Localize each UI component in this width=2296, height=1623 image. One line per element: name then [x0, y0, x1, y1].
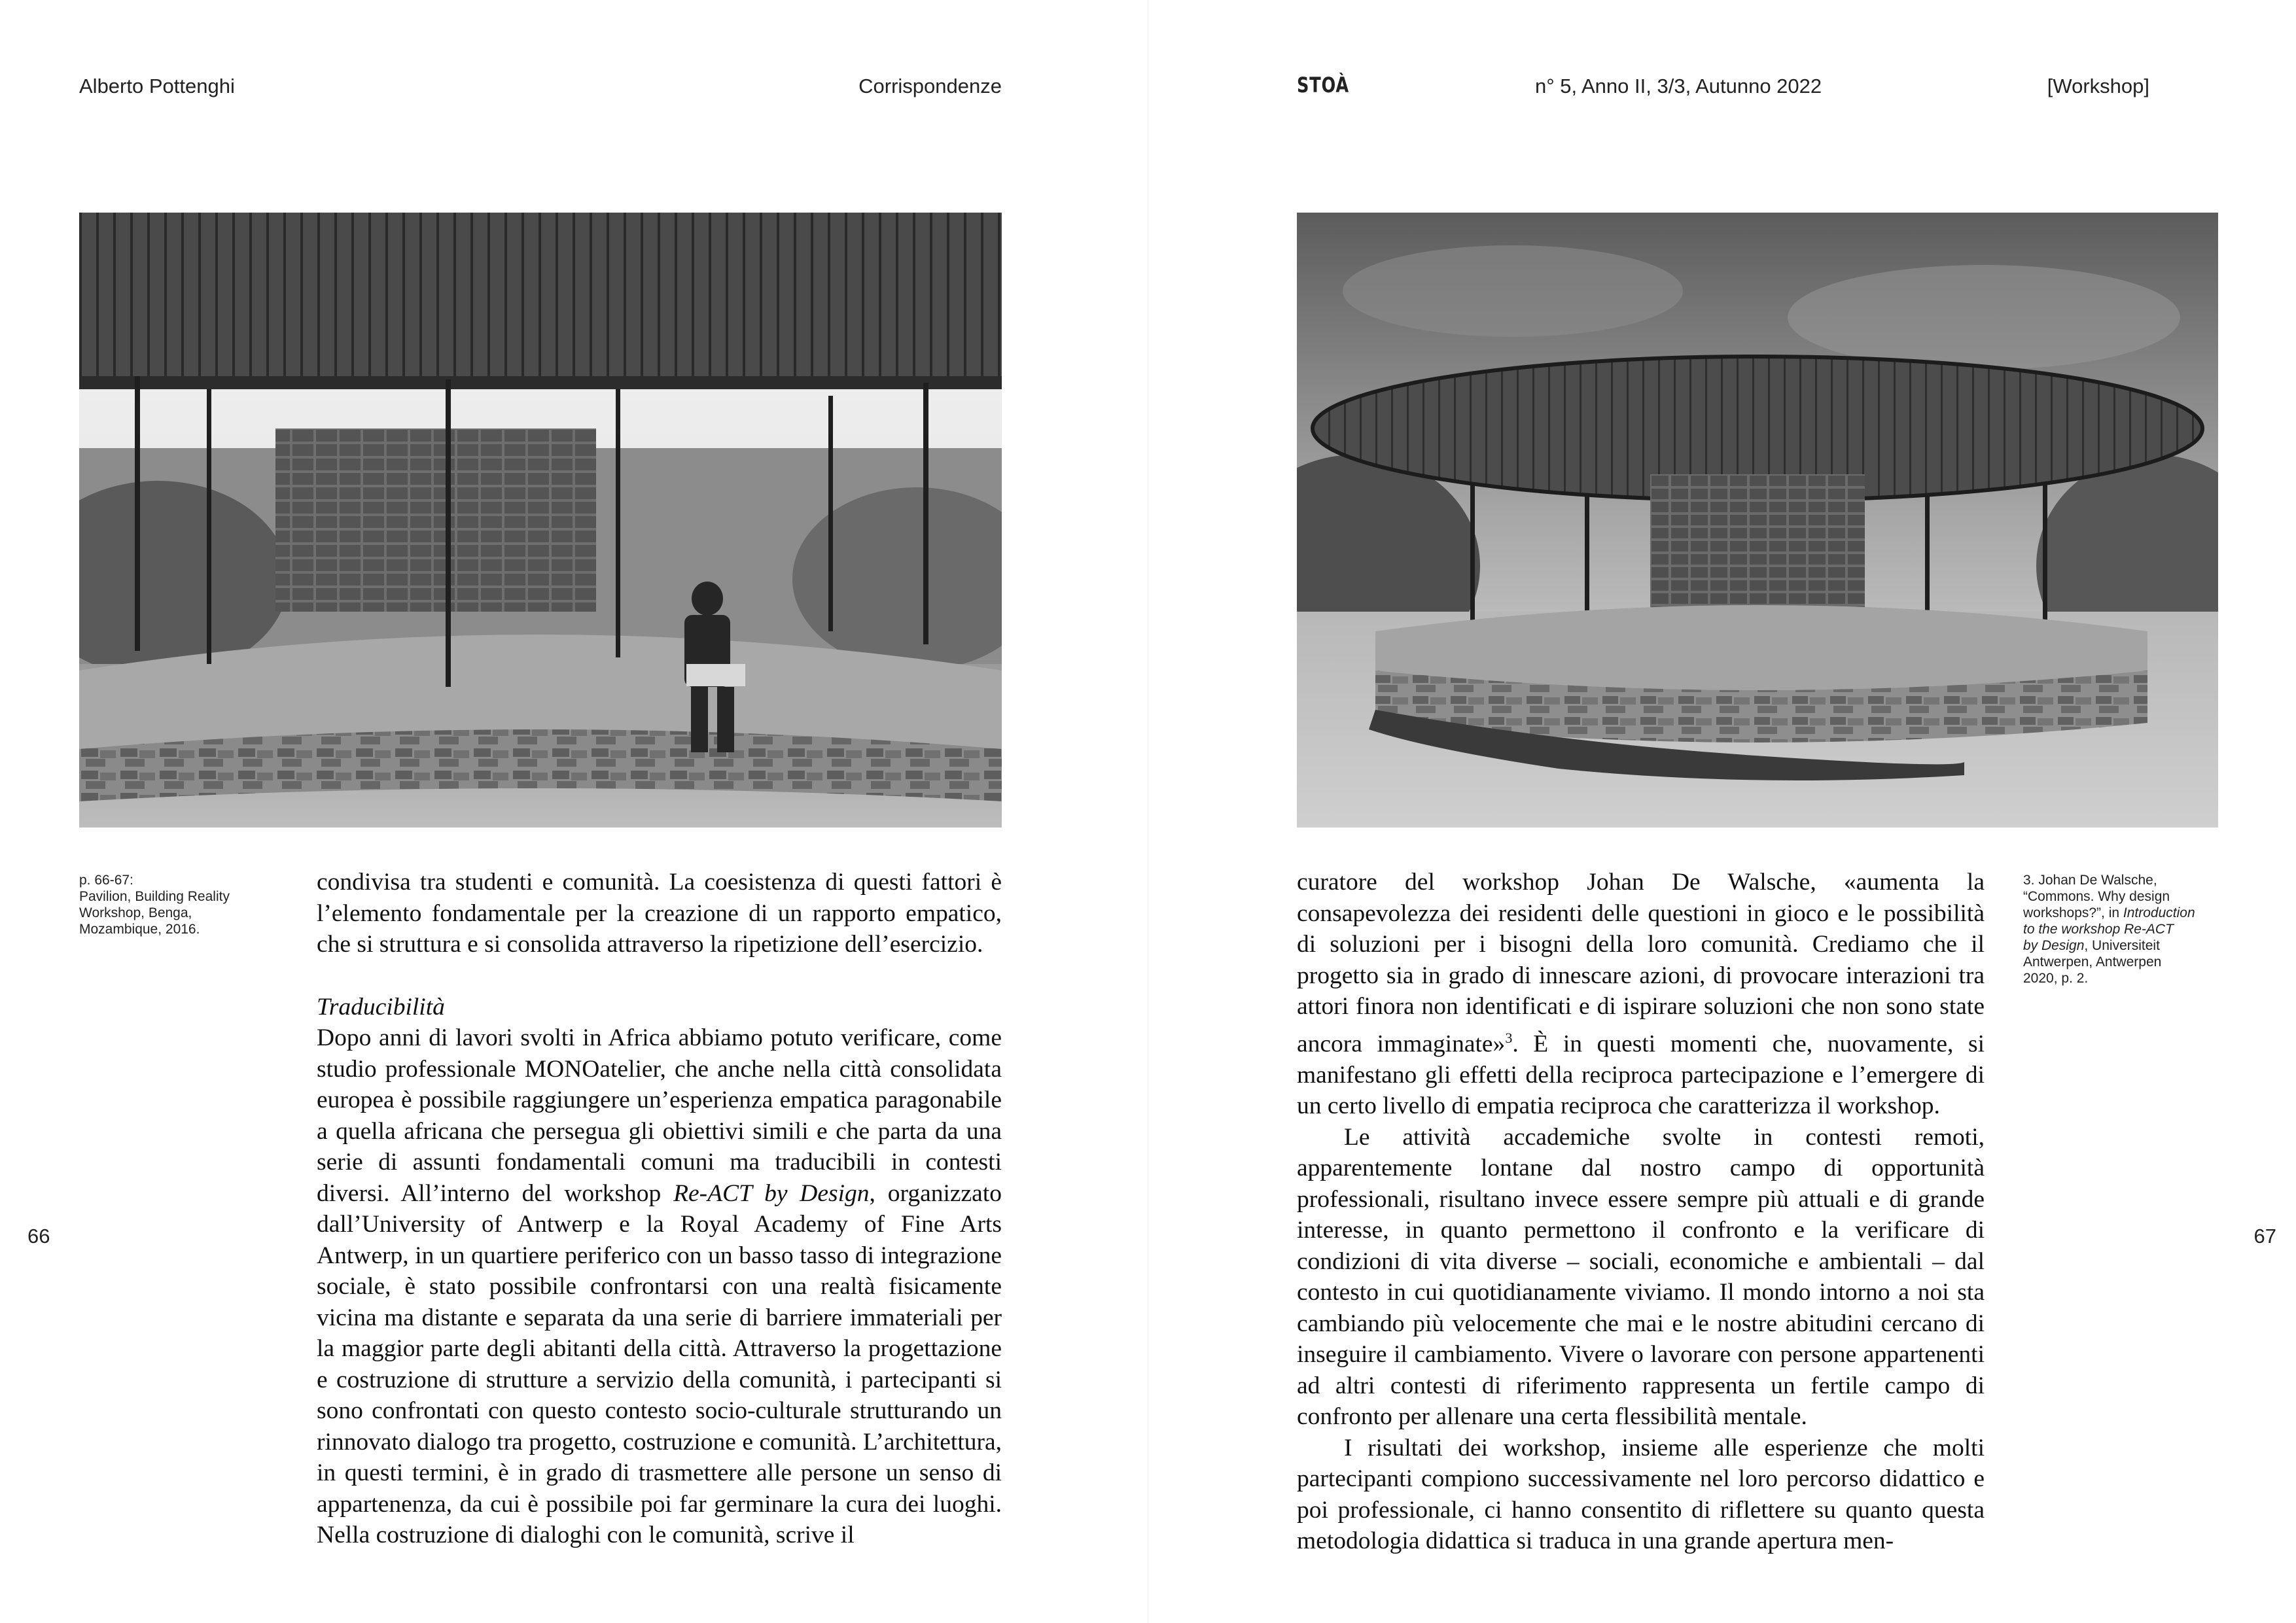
- caption-line: Mozambique, 2016.: [79, 922, 200, 937]
- paragraph-text: , organizzato dall’University of Antwerp e la Royal Academy of Fine Arts Antwerp, in un quartiere periferico con un basso tasso di integrazione sociale, è stato possibile confrontarsi con una realtà fisicamente vicina ma distante e separata da una serie di barriere immateriali per la maggior parte degli abitanti della città. Attraverso la progettazione e costruzione di strutture a servizio della comunità, i partecipanti si sono confrontati con questo contesto socio-culturale strutturando un rinnovato dialogo tra progetto, costruzione e comunità. L’architettura, in questi termini, è in grado di trasmettere alle persone un senso di appartenenza, da cui è possibile poi far germinare la cura dei luoghi. Nella costruzione di dialoghi con le comunità, scrive il: [317, 1179, 1002, 1548]
- footnote-text: workshops?”, in: [2023, 905, 2120, 920]
- footnote-title: to the workshop Re-ACT: [2023, 922, 2174, 937]
- left-body-text: [317, 867, 1002, 1551]
- section-heading: Traducibilità: [317, 993, 445, 1021]
- right-page: [1148, 0, 2296, 1623]
- footnote-title: Introduction: [2123, 905, 2195, 920]
- running-head-section: Corrispondenze: [858, 75, 1002, 97]
- paragraph: I risultati dei workshop, insieme alle esperienze che molti partecipanti compiono successivamente nel loro percorso didattico e poi professionale, ci hanno consentito di riflettere su quanto questa metodologia didattica si traduca in una grande apertura men-: [1297, 1434, 1985, 1554]
- caption-line: Workshop, Benga,: [79, 905, 192, 920]
- footnote-ref[interactable]: 3: [1505, 1029, 1513, 1046]
- photo-pavilion-with-person: [79, 213, 1002, 828]
- paragraph-text: curatore del workshop Johan De Walsche, «aumenta la consapevolezza dei residenti delle questioni in gioco e le possibilità di soluzioni per i bisogni della loro comunità. Crediamo che il progetto sia in grado di innescare azioni, di provocare interazioni tra attori finora non identificati e di ispirare soluzioni che non sono state ancora immaginate»: [1297, 869, 1985, 1057]
- paragraph: [317, 1022, 1002, 1551]
- caption-line: p. 66-67:: [79, 873, 133, 888]
- footnote-line: “Commons. Why design: [2023, 889, 2170, 904]
- paragraph: [1297, 867, 1985, 1122]
- footnote-line: [2023, 937, 2239, 954]
- footnote-line: [2023, 905, 2239, 921]
- running-head-author: Alberto Pottenghi: [79, 75, 235, 97]
- page-number: 67: [2253, 1225, 2276, 1248]
- pavilion-photo-svg: [79, 213, 1002, 828]
- figure-caption: [79, 872, 275, 937]
- footnote: [2023, 872, 2239, 986]
- paragraph: Le attività accademiche svolte in contesti remoti, apparentemente lontane dal nostro campo di opportunità professionali, risultano invece essere sempre più attuali e di grande interesse, in quanto permettono il confronto e la verificare di condizioni di vita diverse – sociali, economiche e ambientali – dal contesto in cui quotidianamente viviamo. Il mondo intorno a noi sta cambiando più velocemente che mai e le nostre abitudini cercano di inseguire il cambiamento. Vivere o lavorare con persone appartenenti ad altri contesti di riferimento rappresenta un fertile campo di confronto per allenare una certa flessibilità mentale.: [1297, 1123, 1985, 1430]
- circular-pavilion-svg: [1297, 213, 2218, 828]
- footnote-line: 3. Johan De Walsche,: [2023, 873, 2157, 888]
- journal-name: STOÀ: [1297, 73, 1349, 97]
- photo-circular-pavilion: [1297, 213, 2218, 828]
- running-head-section: [Workshop]: [2047, 75, 2149, 97]
- footnote-title: by Design: [2023, 938, 2085, 953]
- workshop-title: Re-ACT by Design: [673, 1179, 870, 1207]
- caption-line: Pavilion, Building Reality: [79, 889, 230, 904]
- paragraph-text: . È in questi momenti che, nuovamente, si manifestano gli effetti della reciproca partecipazione e l’emergere di un certo livello di empatia reciproca che caratterizza il workshop.: [1297, 1030, 1985, 1119]
- footnote-line: Antwerpen, Antwerpen: [2023, 954, 2162, 969]
- right-body-text: [1297, 867, 1985, 1557]
- footnote-text: , Universiteit: [2084, 938, 2160, 953]
- paragraph: condivisa tra studenti e comunità. La coesistenza di questi fattori è l’elemento fondamentale per la creazione di un rapporto empatico, che si struttura e si consolida attraverso la ripetizione dell’esercizio.: [317, 869, 1002, 958]
- footnote-line: 2020, p. 2.: [2023, 971, 2089, 986]
- issue-info: n° 5, Anno II, 3/3, Autunno 2022: [1535, 75, 1822, 97]
- page-number: 66: [27, 1225, 50, 1248]
- paragraph-text: Dopo anni di lavori svolti in Africa abbiamo potuto verificare, come studio professionale MONOatelier, che anche nella città consolidata europea è possibile raggiungere un’esperienza empatica paragonabile a quella africana che persegua gli obiettivi simili e che parta da una serie di assunti fondamentali comuni ma traducibili in contesti diversi. All’interno del workshop: [317, 1024, 1002, 1207]
